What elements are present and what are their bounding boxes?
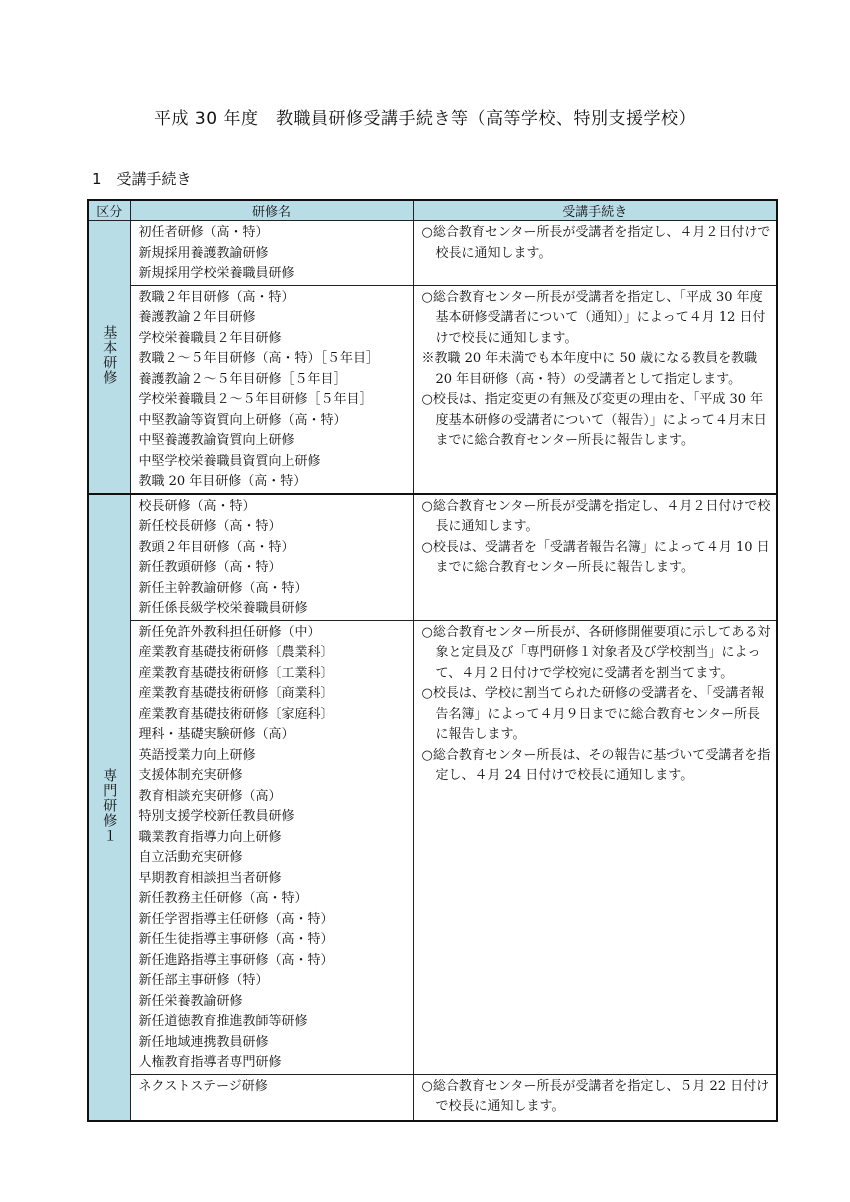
course-name: 中堅教諭等資質向上研修（高・特） — [138, 412, 347, 428]
course-name: 新任進路指導主事研修（高・特） — [138, 952, 334, 968]
course-name: 教職２～５年目研修（高・特）［５年目］ — [138, 351, 380, 366]
table-row — [88, 620, 777, 1074]
procedure-text: ※教職 20 年未満でも本年度中に 50 歳になる教員を教職 20 年目研修（高・特）の受講者として指定します。 — [421, 351, 758, 387]
procedure-text: ○総合教育センター所長が受講者を指定し、５月 22 日付けで校長に通知します。 — [421, 1078, 770, 1114]
course-name: 養護教諭２年目研修 — [138, 310, 256, 325]
course-name: ネクストステージ研修 — [138, 1078, 268, 1094]
table-header-row — [88, 200, 777, 221]
procedure-text: ○総合教育センター所長は、その報告に基づいて受講者を指定し、４月 24 日付けで校長に通知します。 — [421, 747, 771, 783]
course-name: 新任主幹教諭研修（高・特） — [138, 580, 308, 596]
course-name: 特別支援学校新任教員研修 — [138, 809, 295, 824]
course-list — [130, 494, 413, 621]
course-name: 新任栄養教諭研修 — [138, 993, 243, 1009]
category-label-basic: 基本研修 — [101, 324, 118, 385]
course-name: 産業教育基礎技術研修〔商業科〕 — [138, 686, 334, 701]
procedure-cell — [413, 1074, 777, 1121]
course-name: 新規採用学校栄養職員研修 — [138, 266, 295, 281]
course-name: 新任学習指導主任研修（高・特） — [138, 911, 334, 927]
course-name: 新任道徳教育推進教師等研修 — [138, 1014, 308, 1029]
course-name: 中堅養護教諭資質向上研修 — [138, 433, 295, 448]
course-name: 自立活動充実研修 — [138, 850, 243, 865]
course-name: 新任地域連携教員研修 — [138, 1034, 269, 1050]
course-name: 支援体制充実研修 — [138, 768, 243, 783]
course-name: 新規採用養護教諭研修 — [138, 245, 269, 261]
procedure-text: ○校長は、受講者を「受講者報告名簿」によって４月 10 日までに総合教育センター所長に報告します。 — [421, 539, 770, 575]
course-name: 新任免許外教科担任研修（中） — [138, 624, 321, 640]
course-name: 養護教諭２～５年目研修［５年目］ — [138, 371, 347, 387]
table-row — [88, 1074, 777, 1121]
course-list — [130, 285, 413, 494]
procedure-cell — [413, 221, 777, 286]
procedure-text: ○総合教育センター所長が受講者を指定し、４月２日付けで校長に通知します。 — [421, 225, 771, 261]
course-name: 英語授業力向上研修 — [138, 747, 256, 763]
course-name: 産業教育基礎技術研修〔農業科〕 — [138, 645, 334, 660]
section-heading: 1 受講手続き — [92, 170, 192, 188]
procedure-cell — [413, 620, 777, 1074]
course-list — [130, 620, 413, 1074]
procedure-text: ○総合教育センター所長が、各研修開催要項に示してある対象と定員及び「専門研修１対象者及び学校割当」によって、４月２日付けで学校宛に受講者を割当てます。 — [421, 624, 771, 681]
course-name: 新任係長級学校栄養職員研修 — [138, 601, 308, 616]
header-procedure: 受講手続き — [413, 200, 777, 221]
category-cell-specialized — [88, 494, 130, 1121]
course-name: 職業教育指導力向上研修 — [138, 829, 282, 845]
procedure-text: ○校長は、学校に割当てられた研修の受講者を、「受講者報告名簿」によって４月９日までに総合教育センター所長に報告します。 — [421, 686, 765, 742]
procedure-text: ○総合教育センター所長が受講者を指定し、「平成 30 年度基本研修受講者について（通知）」によって４月 12 日付けで校長に通知します。 — [421, 289, 766, 346]
procedure-cell — [413, 285, 777, 494]
course-name: 新任校長研修（高・特） — [138, 519, 282, 534]
table-row — [88, 285, 777, 494]
course-name: 教職 20 年目研修（高・特） — [138, 474, 307, 489]
procedure-text: ○総合教育センター所長が受講を指定し、４月２日付けで校長に通知します。 — [421, 498, 771, 534]
page-title: 平成 30 年度 教職員研修受講手続き等（高等学校、特別支援学校） — [154, 109, 696, 129]
course-name: 理科・基礎実験研修（高） — [138, 727, 295, 742]
course-name: 学校栄養職員２年目研修 — [138, 330, 282, 346]
course-name: 学校栄養職員２～５年目研修［５年目］ — [138, 392, 373, 407]
header-category: 区分 — [88, 200, 130, 221]
course-name: 人権教育指導者専門研修 — [138, 1055, 282, 1070]
course-name: 新任教務主任研修（高・特） — [138, 891, 308, 906]
course-name: 新任教頭研修（高・特） — [138, 560, 282, 575]
course-name: 早期教育相談担当者研修 — [138, 870, 282, 886]
course-list — [130, 1074, 413, 1121]
table-row — [88, 494, 777, 621]
course-name: 校長研修（高・特） — [138, 498, 256, 514]
category-cell-basic — [88, 221, 130, 494]
procedure-text: ○校長は、指定変更の有無及び変更の理由を、「平成 30 年度基本研修の受講者について（報告）」によって４月末日までに総合教育センター所長に報告します。 — [421, 392, 767, 448]
course-name: 産業教育基礎技術研修〔工業科〕 — [138, 665, 334, 681]
course-name: 教頭２年目研修（高・特） — [138, 539, 295, 555]
course-name: 新任部主事研修（特） — [138, 973, 269, 988]
course-list — [130, 221, 413, 286]
course-name: 新任生徒指導主事研修（高・特） — [138, 932, 334, 947]
course-name: 教職２年目研修（高・特） — [138, 289, 295, 305]
course-name: 教育相談充実研修（高） — [138, 788, 282, 804]
course-name: 初任者研修（高・特） — [138, 225, 269, 240]
table-row — [88, 221, 777, 286]
course-name: 中堅学校栄養職員資質向上研修 — [138, 453, 321, 469]
header-course: 研修名 — [130, 200, 413, 221]
procedure-table — [87, 199, 778, 1122]
procedure-cell — [413, 494, 777, 621]
course-name: 産業教育基礎技術研修〔家庭科〕 — [138, 706, 334, 722]
category-label-specialized: 専門研修１ — [101, 767, 118, 843]
